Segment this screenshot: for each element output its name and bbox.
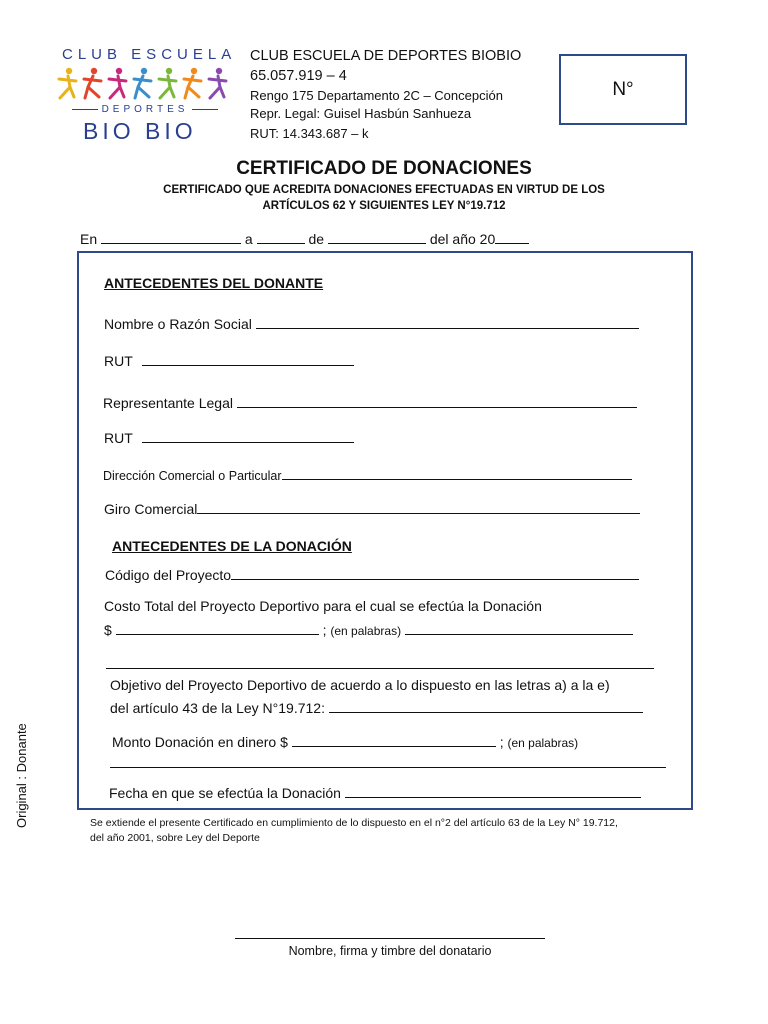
signature-line[interactable] [235,938,545,939]
athlete-figure-icon [159,68,176,98]
legal-rep-row [103,393,637,411]
business-field[interactable] [197,499,640,514]
donor-name-field[interactable] [256,314,639,329]
donor-rut-row [104,351,354,369]
athlete-figure-icon [59,68,76,98]
objective-row [110,698,643,716]
legal-rep-rut-row [104,428,354,446]
copy-side-label: Original : Donante [14,723,29,828]
org-rut: RUT: 14.343.687 – k [250,126,369,141]
date-a-label: a [244,231,253,247]
subtitle-line-2: ARTÍCULOS 62 Y SIGUIENTES LEY N°19.712 [262,200,506,212]
legal-rep-field[interactable] [237,393,637,408]
org-address: Rengo 175 Departamento 2C – Concepción [250,88,503,103]
org-legal-rep: Repr. Legal: Guisel Hasbún Sanhueza [250,106,472,121]
amount-field[interactable] [292,732,496,747]
org-name: CLUB ESCUELA DE DEPORTES BIOBIO [250,48,522,64]
amount-label: Monto Donación en dinero $ [112,734,288,750]
year-field[interactable] [495,229,529,244]
form-frame [77,251,693,810]
page-title: CERTIFICADO DE DONACIONES [236,158,532,179]
logo-bottom-text: BIO BIO [83,118,197,144]
project-code-field[interactable] [231,565,639,580]
place-field[interactable] [101,229,241,244]
date-en-label: En [80,231,98,247]
project-code-label: Código del Proyecto [105,567,232,583]
address-label: Dirección Comercial o Particular [103,469,282,483]
legal-rep-rut-field[interactable] [142,428,354,443]
donor-section-heading: ANTECEDENTES DEL DONANTE [104,275,324,291]
address-row [103,465,632,483]
footnote-line-2: del año 2001, sobre Ley del Deporte [90,832,260,844]
athletes-figures-icon [55,66,235,100]
certificate-number-box[interactable] [559,54,687,125]
donation-date-row [109,783,641,801]
donation-section-heading: ANTECEDENTES DE LA DONACIÓN [112,538,352,554]
project-code-row [105,565,639,583]
donor-name-row [104,314,639,332]
athlete-figure-icon [209,68,226,98]
certificate-number-label: N° [612,78,634,100]
footnote-line-1: Se extiende el presente Certificado en cumplimiento de lo dispuesto en el n°2 del artículo 63 de la Ley N° 19.712, [90,817,618,829]
athlete-figure-icon [84,68,101,98]
total-cost-words-field[interactable] [405,620,633,635]
donor-rut-label: RUT [104,353,133,369]
objective-label: del artículo 43 de la Ley N°19.712: [110,700,325,716]
signature-label: Nombre, firma y timbre del donatario [288,944,492,958]
legal-rep-rut-label: RUT [104,430,133,446]
total-cost-words-line[interactable] [106,668,654,669]
date-year-label: del año 20 [429,231,496,247]
address-field[interactable] [282,465,632,480]
total-cost-in-words-label: (en palabras) [330,624,402,638]
org-tax-id: 65.057.919 – 4 [250,68,347,84]
total-cost-row: $ ; (en palabras) [104,620,633,638]
athlete-figure-icon [184,68,201,98]
total-cost-currency: $ [104,622,112,638]
month-field[interactable] [328,229,426,244]
objective-line-1: Objetivo del Proyecto Deportivo de acuerdo a lo dispuesto en las letras a) a la e) [110,677,610,693]
business-row [104,499,640,517]
logo-middle-text: DEPORTES [60,104,230,115]
subtitle-line-1: CERTIFICADO QUE ACREDITA DONACIONES EFECTUADAS EN VIRTUD DE LOS [163,184,605,196]
business-label: Giro Comercial [104,501,198,517]
date-line [80,229,529,247]
objective-field[interactable] [329,698,643,713]
date-de-label: de [308,231,325,247]
donor-rut-field[interactable] [142,351,354,366]
legal-rep-label: Representante Legal [103,395,233,411]
donor-name-label: Nombre o Razón Social [104,316,252,332]
logo-top-text: CLUB ESCUELA [62,46,237,63]
total-cost-amount-field[interactable] [116,620,319,635]
day-field[interactable] [257,229,305,244]
amount-words-line[interactable] [110,767,666,768]
legal-footnote [90,816,700,846]
athlete-figure-icon [109,68,126,98]
donation-date-label: Fecha en que se efectúa la Donación [109,785,341,801]
donation-date-field[interactable] [345,783,641,798]
athlete-figure-icon [134,68,151,98]
amount-in-words-label: (en palabras) [507,736,579,750]
amount-row: Monto Donación en dinero $ ; (en palabras) [112,734,579,750]
total-cost-label: Costo Total del Proyecto Deportivo para el cual se efectúa la Donación [104,598,542,614]
